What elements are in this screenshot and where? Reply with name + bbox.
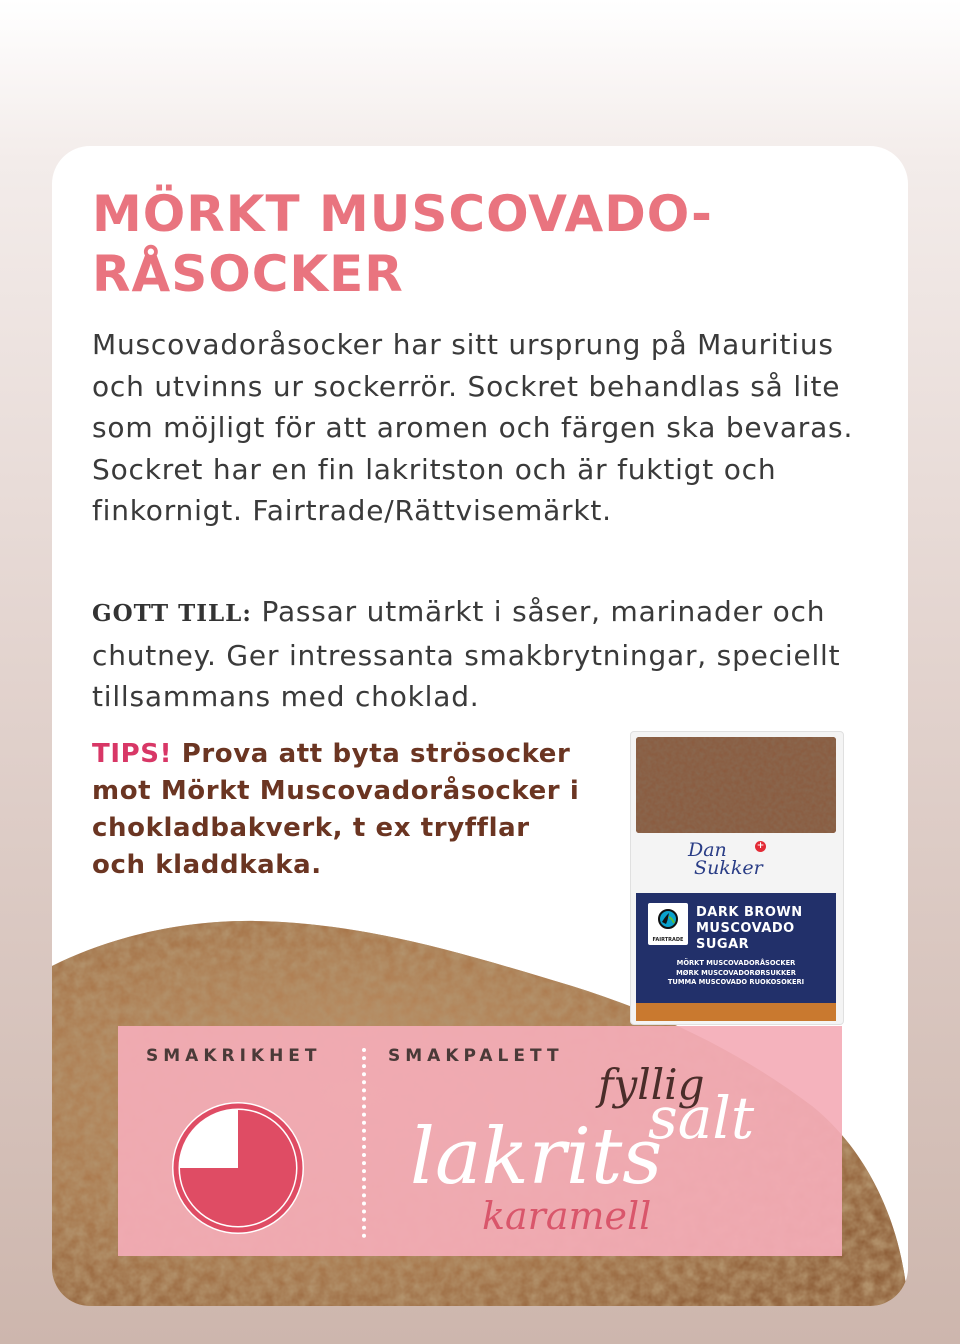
sugar-package-image: [630, 731, 842, 1023]
richness-heading: SMAKRIKHET: [146, 1046, 322, 1066]
tips-paragraph: [92, 736, 592, 884]
fairtrade-symbol-icon: [660, 911, 676, 927]
product-card: [52, 146, 908, 1306]
title-line-1: MÖRKT MUSCOVADO-: [92, 185, 713, 243]
good-for-label: GOTT TILL:: [92, 600, 252, 627]
package-orange-strip: [636, 1003, 836, 1021]
product-title: [92, 184, 852, 304]
brand-logo: [688, 841, 763, 877]
richness-gauge: [166, 1096, 310, 1240]
fairtrade-label: FAIRTRADE: [652, 937, 684, 943]
taste-panel: [118, 1026, 842, 1256]
taste-word-salt: salt: [648, 1084, 755, 1152]
good-for-text: Passar utmärkt i såser, marinader och chutney. Ger intressanta smakbrytningar, speciellt tillsammans med choklad.: [92, 595, 841, 713]
palette-heading: SMAKPALETT: [388, 1046, 564, 1066]
tips-text: Prova att byta strösocker mot Mörkt Muscovadoråsocker i chokladbakverk, t ex tryfflar och kladdkaka.: [92, 739, 580, 880]
tips-label: TIPS!: [92, 739, 173, 769]
taste-word-fyllig: fyllig: [598, 1060, 705, 1109]
package-sugar-window: [636, 737, 836, 833]
brand-cross-icon: +: [756, 841, 765, 851]
fairtrade-badge: [648, 903, 688, 945]
package-label-band: [636, 893, 836, 1003]
panel-divider: [362, 1048, 366, 1238]
package-subnames: [640, 959, 832, 988]
product-description: Muscovadoråsocker har sitt ursprung på Mauritius och utvinns ur sockerrör. Sockret behandlas så lite som möjligt för att aromen och färgen ska bevaras. Sockret har en fin lakritston och är fuktigt och finkornigt. Fairtrade/Rättvisemärkt.: [92, 328, 854, 527]
good-for-paragraph: [92, 591, 882, 718]
fairtrade-icon: [658, 909, 678, 929]
package-sub-line-3: TUMMA MUSCOVADO RUOKOSOKERI: [667, 978, 805, 986]
taste-word-karamell: karamell: [482, 1194, 652, 1238]
package-name-line-3: SUGAR: [696, 937, 750, 952]
package-sub-line-2: MØRK MUSCOVADORØRSUKKER: [676, 968, 796, 977]
brand-line-2: Sukker: [694, 857, 763, 879]
package-sub-line-1: MÖRKT MUSCOVADORÅSOCKER: [676, 959, 796, 967]
package-name-line-1: DARK BROWN: [696, 905, 803, 920]
title-line-2: RÅSOCKER: [92, 245, 404, 303]
package-product-name: [696, 905, 834, 953]
brand-line-1: Dan: [688, 839, 727, 861]
taste-word-lakrits: lakrits: [410, 1112, 663, 1202]
package-name-line-2: MUSCOVADO: [696, 921, 795, 936]
